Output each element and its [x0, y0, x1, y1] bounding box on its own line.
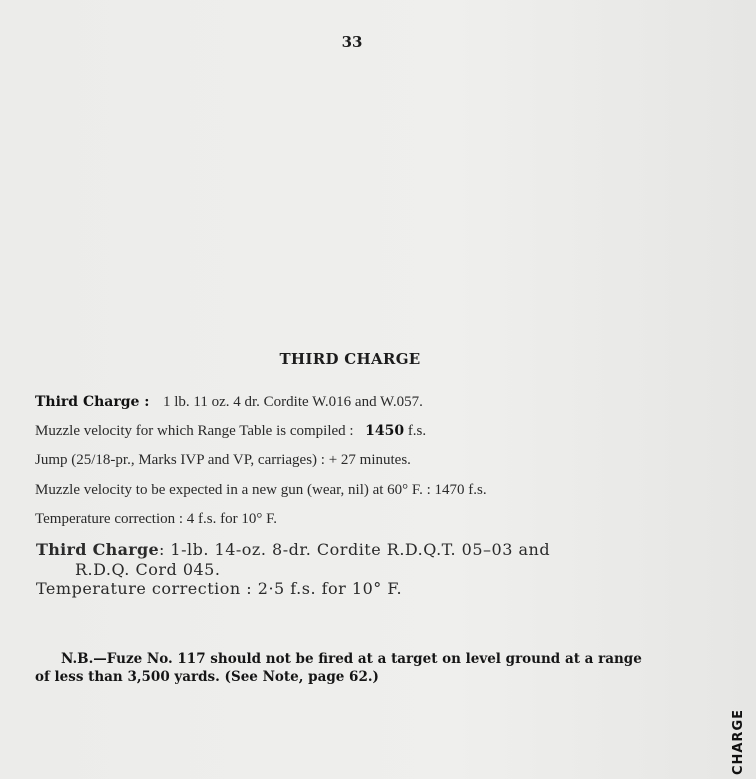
mv-expected-line: Muzzle velocity to be expected in a new gun (wear, nil) at 60° F. : 1470 f.s. — [35, 482, 487, 498]
edge-tab-label: CHARGE — [731, 708, 746, 775]
fuze-note-line-2: of less than 3,500 yards. (See Note, page 62.) — [35, 669, 379, 685]
old-charge-line-2: R.D.Q. Cord 045. — [75, 560, 221, 579]
mv-compiled-value: 1450 — [365, 423, 405, 439]
section-heading: THIRD CHARGE — [279, 350, 421, 368]
old-charge-line-1 — [36, 540, 550, 559]
fuze-note — [35, 650, 675, 686]
mv-compiled-line — [35, 423, 426, 440]
jump-line: Jump (25/18-pr., Marks IVP and VP, carriages) : + 27 minutes. — [35, 452, 411, 468]
fuze-note-line-1: N.B.—Fuze No. 117 should not be fired at a target on level ground at a range — [61, 651, 642, 667]
old-charge-text: : 1-lb. 14-oz. 8-dr. Cordite R.D.Q.T. 05–03 and — [158, 540, 551, 559]
charge-text: 1 lb. 11 oz. 4 dr. Cordite W.016 and W.057. — [162, 394, 423, 410]
temp-correction-line: Temperature correction : 4 f.s. for 10° F. — [35, 511, 277, 527]
charge-label: Third Charge : — [35, 394, 150, 410]
charge-line — [35, 394, 423, 411]
old-charge-label: Third Charge — [36, 540, 159, 559]
mv-compiled-unit: f.s. — [407, 423, 427, 439]
mv-compiled-label: Muzzle velocity for which Range Table is compiled : — [35, 423, 354, 439]
page-number: 33 — [341, 33, 363, 51]
old-temp-correction: Temperature correction : 2·5 f.s. for 10° F. — [36, 579, 403, 598]
